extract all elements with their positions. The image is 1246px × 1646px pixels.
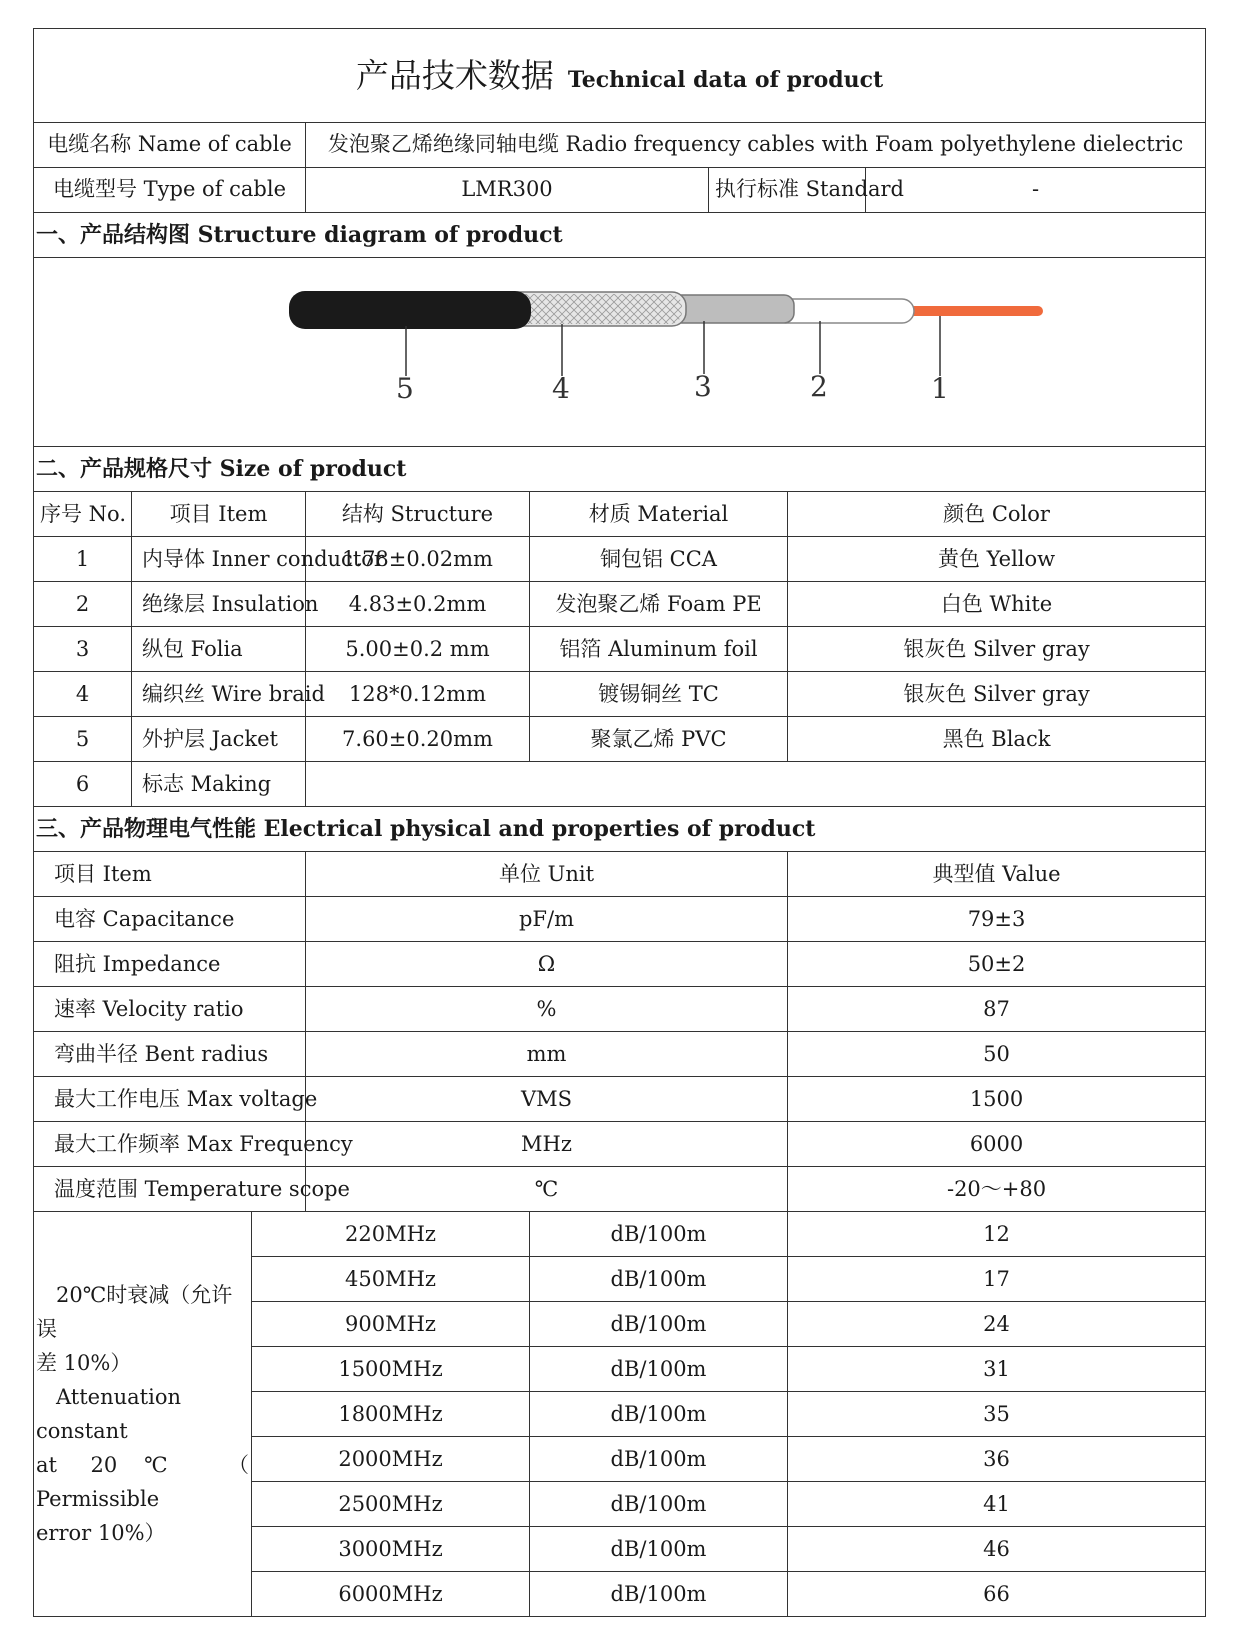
table-row — [34, 672, 1206, 717]
size-material: 铝箔 Aluminum foil — [530, 627, 788, 672]
table-row — [34, 762, 1206, 807]
elec-unit: % — [306, 987, 788, 1032]
att-value: 24 — [788, 1302, 1206, 1347]
table-row — [34, 1212, 1206, 1257]
size-color: 银灰色 Silver gray — [788, 672, 1206, 717]
size-empty-cell — [306, 762, 1206, 807]
table-row — [34, 1077, 1206, 1122]
elec-item: 弯曲半径 Bent radius — [34, 1032, 306, 1077]
att-value: 41 — [788, 1482, 1206, 1527]
attenuation-label-en-3: error 10%） — [36, 1521, 166, 1546]
size-material: 镀锡铜丝 TC — [530, 672, 788, 717]
attenuation-label-en-2: at 20℃ （ Permissible — [36, 1453, 249, 1512]
attenuation-label-en-1: Attenuation constant — [36, 1385, 181, 1444]
attenuation-label-cn-1: 20℃时衰减（允许误 — [36, 1283, 233, 1342]
table-row — [34, 897, 1206, 942]
section-size-heading: 二、产品规格尺寸 Size of product — [34, 447, 1206, 492]
elec-unit: ℃ — [306, 1167, 788, 1212]
elec-unit: Ω — [306, 942, 788, 987]
size-item: 纵包 Folia — [132, 627, 306, 672]
size-material: 发泡聚乙烯 Foam PE — [530, 582, 788, 627]
elec-item: 速率 Velocity ratio — [34, 987, 306, 1032]
att-value: 66 — [788, 1572, 1206, 1617]
size-item: 编织丝 Wire braid — [132, 672, 306, 717]
attenuation-label — [34, 1212, 252, 1617]
standard-value: - — [866, 168, 1206, 213]
elec-header-row — [34, 852, 1206, 897]
elec-value: 79±3 — [788, 897, 1206, 942]
section-electrical-heading: 三、产品物理电气性能 Electrical physical and properties of product — [34, 807, 1206, 852]
size-color: 黑色 Black — [788, 717, 1206, 762]
elec-item: 电容 Capacitance — [34, 897, 306, 942]
elec-unit: MHz — [306, 1122, 788, 1167]
size-item: 标志 Making — [132, 762, 306, 807]
label-2: 2 — [810, 370, 828, 403]
elec-item: 阻抗 Impedance — [34, 942, 306, 987]
att-frequency: 2500MHz — [252, 1482, 530, 1527]
att-frequency: 2000MHz — [252, 1437, 530, 1482]
elec-unit: mm — [306, 1032, 788, 1077]
size-no: 2 — [34, 582, 132, 627]
title-cn: 产品技术数据 — [355, 55, 554, 95]
attenuation-label-cn-2: 差 10%） — [36, 1351, 132, 1376]
size-header-no: 序号 No. — [34, 492, 132, 537]
cable-diagram — [34, 258, 1204, 440]
size-no: 5 — [34, 717, 132, 762]
table-row — [34, 717, 1206, 762]
table-row — [34, 627, 1206, 672]
size-item: 绝缘层 Insulation — [132, 582, 306, 627]
table-row — [34, 987, 1206, 1032]
table-row — [34, 582, 1206, 627]
page-title — [34, 29, 1206, 123]
elec-value: 50 — [788, 1032, 1206, 1077]
size-item: 外护层 Jacket — [132, 717, 306, 762]
size-header-material: 材质 Material — [530, 492, 788, 537]
size-color: 黄色 Yellow — [788, 537, 1206, 582]
att-unit: dB/100m — [530, 1437, 788, 1482]
elec-value: 6000 — [788, 1122, 1206, 1167]
att-value: 46 — [788, 1527, 1206, 1572]
att-value: 35 — [788, 1392, 1206, 1437]
att-frequency: 220MHz — [252, 1212, 530, 1257]
size-item: 内导体 Inner conductor — [132, 537, 306, 582]
att-frequency: 450MHz — [252, 1257, 530, 1302]
elec-header-value: 典型值 Value — [788, 852, 1206, 897]
braid-mesh — [510, 294, 682, 324]
insulation-layer — [774, 299, 914, 323]
section-structure-heading: 一、产品结构图 Structure diagram of product — [34, 213, 1206, 258]
label-5: 5 — [396, 372, 414, 405]
size-structure: 128*0.12mm — [306, 672, 530, 717]
table-row — [34, 537, 1206, 582]
structure-diagram — [34, 258, 1206, 447]
jacket-layer — [289, 291, 531, 329]
elec-item: 最大工作频率 Max Frequency — [34, 1122, 306, 1167]
att-unit: dB/100m — [530, 1482, 788, 1527]
size-no: 1 — [34, 537, 132, 582]
att-frequency: 900MHz — [252, 1302, 530, 1347]
att-frequency: 1500MHz — [252, 1347, 530, 1392]
size-no: 3 — [34, 627, 132, 672]
size-header-structure: 结构 Structure — [306, 492, 530, 537]
table-row — [34, 1032, 1206, 1077]
att-unit: dB/100m — [530, 1347, 788, 1392]
size-no: 4 — [34, 672, 132, 717]
elec-value: -20～+80 — [788, 1167, 1206, 1212]
size-structure: 1.78±0.02mm — [306, 537, 530, 582]
cable-name-label: 电缆名称 Name of cable — [34, 123, 306, 168]
elec-header-item: 项目 Item — [34, 852, 306, 897]
elec-value: 1500 — [788, 1077, 1206, 1122]
label-3: 3 — [694, 370, 712, 403]
size-color: 白色 White — [788, 582, 1206, 627]
cable-type-label: 电缆型号 Type of cable — [34, 168, 306, 213]
size-no: 6 — [34, 762, 132, 807]
table-row — [34, 942, 1206, 987]
title-en: Technical data of product — [567, 66, 884, 93]
att-unit: dB/100m — [530, 1302, 788, 1347]
att-frequency: 1800MHz — [252, 1392, 530, 1437]
cable-name-value: 发泡聚乙烯绝缘同轴电缆 Radio frequency cables with Foam polyethylene dielectric — [306, 123, 1206, 168]
label-1: 1 — [931, 372, 949, 405]
att-value: 31 — [788, 1347, 1206, 1392]
att-unit: dB/100m — [530, 1572, 788, 1617]
elec-unit: pF/m — [306, 897, 788, 942]
elec-item: 温度范围 Temperature scope — [34, 1167, 306, 1212]
elec-item: 最大工作电压 Max voltage — [34, 1077, 306, 1122]
size-material: 聚氯乙烯 PVC — [530, 717, 788, 762]
att-frequency: 6000MHz — [252, 1572, 530, 1617]
size-structure: 7.60±0.20mm — [306, 717, 530, 762]
elec-header-unit: 单位 Unit — [306, 852, 788, 897]
elec-unit: VMS — [306, 1077, 788, 1122]
tech-data-table — [33, 28, 1206, 1617]
table-row — [34, 1167, 1206, 1212]
att-unit: dB/100m — [530, 1257, 788, 1302]
size-header-row — [34, 492, 1206, 537]
att-unit: dB/100m — [530, 1527, 788, 1572]
foil-layer — [668, 295, 794, 323]
att-value: 36 — [788, 1437, 1206, 1482]
att-unit: dB/100m — [530, 1392, 788, 1437]
standard-label: 执行标准 Standard — [709, 168, 866, 213]
att-unit: dB/100m — [530, 1212, 788, 1257]
att-value: 12 — [788, 1212, 1206, 1257]
tech-data-sheet — [33, 28, 1205, 1617]
size-color: 银灰色 Silver gray — [788, 627, 1206, 672]
size-header-color: 颜色 Color — [788, 492, 1206, 537]
elec-value: 87 — [788, 987, 1206, 1032]
table-row — [34, 1122, 1206, 1167]
size-structure: 4.83±0.2mm — [306, 582, 530, 627]
size-header-item: 项目 Item — [132, 492, 306, 537]
cable-type-value: LMR300 — [306, 168, 709, 213]
att-frequency: 3000MHz — [252, 1527, 530, 1572]
size-structure: 5.00±0.2 mm — [306, 627, 530, 672]
elec-value: 50±2 — [788, 942, 1206, 987]
label-4: 4 — [552, 372, 570, 405]
att-value: 17 — [788, 1257, 1206, 1302]
size-material: 铜包铝 CCA — [530, 537, 788, 582]
